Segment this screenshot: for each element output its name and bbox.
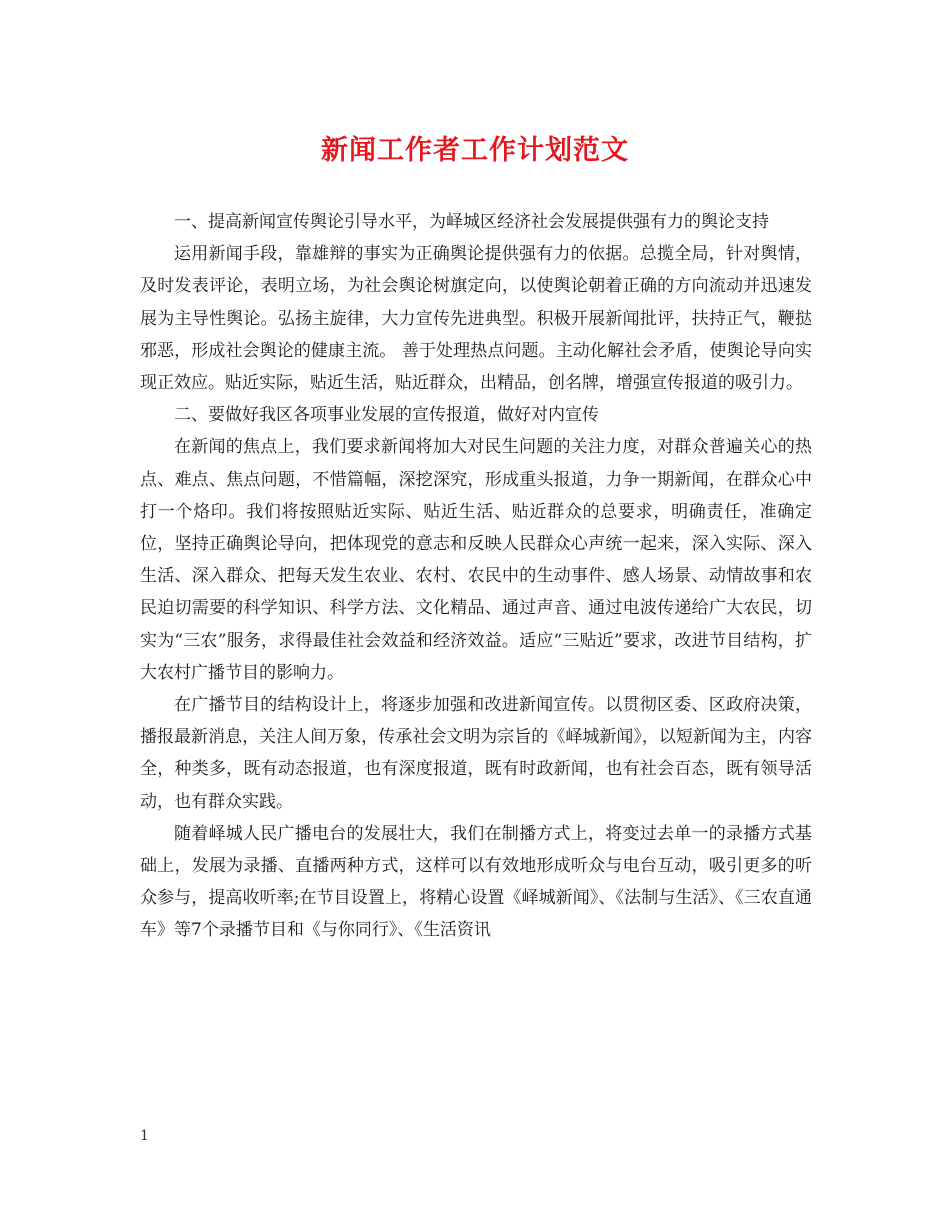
paragraph: 运用新闻手段，靠雄辩的事实为正确舆论提供强有力的依据。总揽全局，针对舆情，及时发表评论，表明立场，为社会舆论树旗定向，以使舆论朝着正确的方向流动并迅速发展为主导性舆论。弘扬主旋律，大力宣传先进典型。积极开展新闻批评，扶持正气，鞭挞邪恶，形成社会舆论的健康主流。 善于处理热点问题。主动化解社会矛盾，使舆论导向实现正效应。贴近实际，贴近生活，贴近群众，出精品，创名牌，增强宣传报道的吸引力。 bbox=[140, 244, 812, 394]
document-title: 新闻工作者工作计划范文 bbox=[321, 135, 629, 166]
paragraph: 随着峄城人民广播电台的发展壮大，我们在制播方式上，将变过去单一的录播方式基础上，发展为录播、直播两种方式，这样可以有效地形成听众与电台互动，吸引更多的听众参与，提高收听率;在节目设置上，将精心设置《峄城新闻》、《法制与生活》、《三农直通车》等7个录播节目和《与你同行》、《生活资讯 bbox=[140, 823, 812, 941]
paragraph: 在广播节目的结构设计上，将逐步加强和改进新闻宣传。以贯彻区委、区政府决策，播报最新消息，关注人间万象，传承社会文明为宗旨的《峄城新闻》，以短新闻为主，内容全，种类多，既有动态报道，也有深度报道，既有时政新闻，也有社会百态，既有领导活动，也有群众实践。 bbox=[140, 695, 812, 812]
document-body bbox=[140, 206, 812, 947]
paragraph: 在新闻的焦点上，我们要求新闻将加大对民生问题的关注力度，对群众普遍关心的热点、难点、焦点问题，不惜篇幅，深挖深究，形成重头报道，力争一期新闻，在群众心中打一个烙印。我们将按照贴近实际、贴近生活、贴近群众的总要求，明确责任，准确定位，坚持正确舆论导向，把体现党的意志和反映人民群众心声统一起来，深入实际、深入生活、深入群众、把每天发生农业、农村、农民中的生动事件、感人场景、动情故事和农民迫切需要的科学知识、科学方法、文化精品、通过声音、通过电波传递给广大农民，切实为“三农”服务，求得最佳社会效益和经济效益。适应“三贴近”要求，改进节目结构，扩大农村广播节目的影响力。 bbox=[140, 437, 812, 683]
page-number: 1 bbox=[140, 1128, 149, 1144]
paragraph-heading-2: 二、要做好我区各项事业发展的宣传报道，做好对内宣传 bbox=[174, 405, 599, 426]
paragraph-heading-1: 一、提高新闻宣传舆论引导水平，为峄城区经济社会发展提供强有力的舆论支持 bbox=[174, 212, 769, 232]
